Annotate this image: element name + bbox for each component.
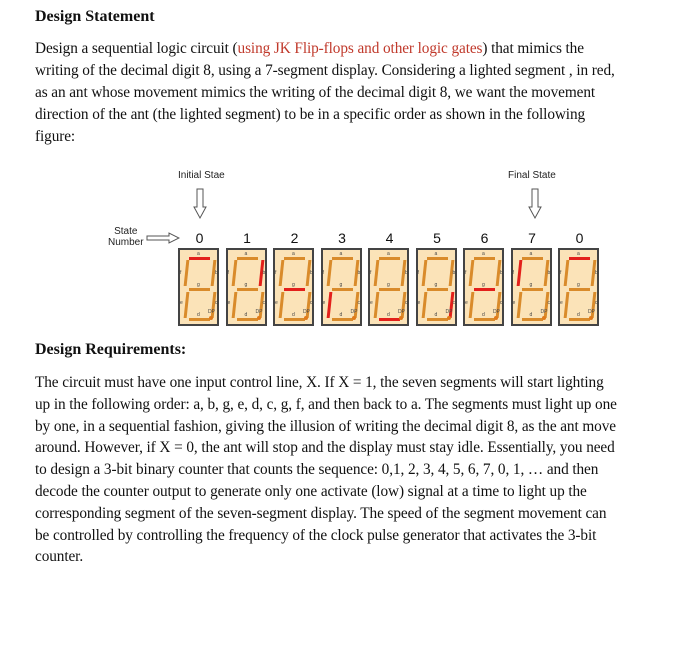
segment-label: f	[322, 270, 324, 276]
segment-label: a	[434, 251, 438, 257]
seven-segment-display	[416, 248, 457, 326]
highlighted-text: using JK Flip-flops and other logic gates	[237, 40, 483, 57]
segment-g	[474, 288, 495, 291]
segment-label: e	[465, 300, 468, 306]
seven-segment-display	[463, 248, 504, 326]
requirements-line: be controlled by controlling the frequency of the clock pulse generator that activates the 3-bit	[35, 526, 597, 544]
seven-segment-display	[511, 248, 552, 326]
text: writing of the decimal digit 8, using a 7-segment display. Considering a lighted segment , in red,	[35, 62, 615, 79]
segment-label: d	[482, 312, 485, 318]
seven-segment-display	[273, 248, 314, 326]
segment-label: f	[465, 270, 467, 276]
state-number: 1	[243, 230, 251, 246]
requirements-line: counter.	[35, 548, 84, 566]
segment-a	[379, 257, 400, 260]
dp-label: DP	[493, 309, 500, 315]
segment-a	[427, 257, 448, 260]
segment-label: d	[434, 312, 438, 318]
segment-e	[374, 292, 380, 318]
segment-label: g	[434, 282, 438, 288]
requirements-line: corresponding segment of the seven-segment display. The speed of the segment movement can	[35, 504, 607, 522]
segment-label: b	[262, 270, 266, 276]
segment-label: a	[577, 251, 580, 257]
segment-e	[516, 292, 522, 318]
segment-e	[421, 292, 427, 318]
segment-label: e	[275, 300, 278, 306]
segment-d	[284, 318, 305, 321]
segment-label: f	[560, 270, 562, 276]
seven-segment-display	[178, 248, 219, 326]
state-number: 0	[575, 230, 584, 246]
requirements-line: around. However, if X = 0, the ant will stop and the display must stay idle. Essentially, you need	[35, 439, 615, 457]
segment-label: f	[512, 270, 514, 276]
segment-a	[284, 257, 305, 260]
segment-label: g	[577, 282, 580, 288]
state-number: 7	[528, 230, 536, 246]
segment-g	[189, 288, 210, 291]
state-number: 3	[338, 230, 346, 246]
requirements-line: decode the counter output to generate only one activate (low) signal at a time to light up the	[35, 483, 587, 500]
initial-state-label: Initial Stae	[178, 170, 225, 181]
segment-f	[326, 260, 332, 286]
dp-label: DP	[303, 309, 310, 315]
segment-d	[379, 318, 400, 321]
down-arrow-icon	[528, 188, 542, 220]
segment-e	[469, 292, 475, 318]
segment-e	[184, 292, 190, 318]
segment-label: d	[244, 312, 248, 318]
segment-label: g	[197, 282, 200, 288]
segment-label: c	[452, 300, 455, 306]
segment-e	[326, 292, 332, 318]
segment-label: g	[244, 282, 248, 288]
segment-f	[231, 260, 237, 286]
segment-label: a	[197, 251, 200, 257]
decimal-point	[542, 316, 546, 320]
segment-d	[474, 318, 495, 321]
segment-label: a	[482, 251, 485, 257]
seven-segment-display	[226, 248, 267, 326]
segment-label: c	[215, 300, 218, 306]
segment-a	[189, 257, 210, 260]
segment-d	[569, 318, 590, 321]
dp-label: DP	[540, 309, 548, 315]
segment-label: a	[529, 251, 533, 257]
segment-label: g	[339, 282, 343, 288]
segment-label: b	[547, 270, 551, 276]
dp-label: DP	[208, 309, 215, 315]
segment-label: c	[262, 300, 265, 306]
segment-g	[379, 288, 400, 291]
state-label-line: Number	[108, 237, 144, 248]
segment-label: c	[357, 300, 360, 306]
requirements-line: by one, in a sequential fashion, giving the illusion of writing the decimal digit 8, as the ant move	[35, 417, 616, 435]
segment-f	[279, 260, 285, 286]
seven-segment-display	[368, 248, 409, 326]
dp-label: DP	[588, 309, 595, 315]
decimal-point	[209, 316, 213, 320]
segment-label: f	[370, 270, 372, 276]
segment-label: a	[244, 251, 248, 257]
segment-label: g	[482, 282, 485, 288]
seven-segment-display	[558, 248, 599, 326]
text: ) that mimics the	[482, 40, 584, 57]
segment-f	[469, 260, 475, 286]
segment-label: c	[310, 300, 313, 306]
segment-a	[237, 257, 258, 260]
segment-label: b	[595, 270, 598, 276]
segment-g	[522, 288, 543, 291]
segment-label: b	[357, 270, 361, 276]
segment-e	[564, 292, 570, 318]
segment-label: a	[292, 251, 295, 257]
dp-label: DP	[350, 309, 358, 315]
segment-d	[427, 318, 448, 321]
text: Design a sequential logic circuit (	[35, 40, 238, 57]
segment-label: e	[180, 300, 183, 306]
segment-label: b	[405, 270, 408, 276]
text: figure:	[35, 128, 76, 145]
segment-a	[522, 257, 543, 260]
segment-label: a	[339, 251, 343, 257]
requirements-title: Design Requirements:	[35, 341, 187, 358]
segment-label: b	[310, 270, 313, 276]
dp-label: DP	[398, 309, 405, 315]
segment-label: d	[292, 312, 295, 318]
state-number: 0	[195, 230, 204, 246]
segment-f	[374, 260, 380, 286]
statement-line	[35, 40, 584, 58]
right-arrow-icon	[146, 232, 180, 244]
decimal-point	[494, 316, 498, 320]
segment-e	[279, 292, 285, 318]
segment-d	[189, 318, 210, 321]
segment-label: e	[227, 300, 231, 306]
segment-label: c	[595, 300, 598, 306]
statement-line	[35, 128, 75, 146]
statement-line	[35, 62, 615, 80]
text: as an ant whose movement mimics the writing of the decimal digit 8, we want the movement	[35, 84, 596, 101]
segment-a	[332, 257, 353, 260]
text: direction of the ant (the lighted segment) to be in a specific order as shown in the following	[35, 106, 586, 123]
state-number: 2	[290, 230, 299, 246]
state-number: 5	[433, 230, 441, 246]
segment-f	[516, 260, 522, 286]
state-number: 4	[385, 230, 394, 246]
decimal-point	[352, 316, 356, 320]
segment-label: e	[370, 300, 373, 306]
segment-g	[427, 288, 448, 291]
page-title: Design Statement	[35, 8, 155, 25]
requirements-line: up in the following order: a, b, g, e, d, c, g, f, and then back to a. The segments must light up one	[35, 395, 617, 413]
segment-label: c	[547, 300, 550, 306]
decimal-point	[589, 316, 593, 320]
segment-a	[569, 257, 590, 260]
segment-label: c	[500, 300, 503, 306]
requirements-line: to design a 3-bit binary counter that counts the sequence: 0,1, 2, 3, 4, 5, 6, 7, 0, 1, … and then	[35, 461, 599, 479]
segment-d	[522, 318, 543, 321]
segment-g	[284, 288, 305, 291]
segment-e	[231, 292, 237, 318]
segment-label: d	[577, 312, 580, 318]
segment-g	[332, 288, 353, 291]
segment-label: g	[529, 282, 533, 288]
segment-f	[564, 260, 570, 286]
segment-label: f	[180, 270, 182, 276]
down-arrow-icon	[193, 188, 207, 220]
decimal-point	[257, 316, 261, 320]
segment-label: e	[417, 300, 421, 306]
decimal-point	[304, 316, 308, 320]
final-state-label: Final State	[508, 170, 556, 181]
segment-label: b	[215, 270, 218, 276]
segment-label: d	[197, 312, 200, 318]
segment-label: e	[512, 300, 516, 306]
segment-g	[569, 288, 590, 291]
segment-label: f	[227, 270, 229, 276]
segment-label: d	[339, 312, 343, 318]
segment-label: f	[275, 270, 277, 276]
state-label-line: State	[114, 226, 138, 237]
segment-label: e	[560, 300, 563, 306]
statement-line	[35, 84, 595, 102]
segment-label: c	[405, 300, 408, 306]
dp-label: DP	[255, 309, 263, 315]
segment-a	[474, 257, 495, 260]
segment-label: e	[322, 300, 326, 306]
requirements-line: The circuit must have one input control line, X. If X = 1, the seven segments will start lighting	[35, 374, 604, 391]
segment-d	[237, 318, 258, 321]
segment-label: d	[529, 312, 533, 318]
statement-line	[35, 106, 585, 124]
state-number-label	[108, 226, 144, 248]
segment-label: f	[417, 270, 419, 276]
segment-label: g	[292, 282, 295, 288]
segment-g	[237, 288, 258, 291]
segment-label: g	[387, 282, 390, 288]
state-number: 6	[480, 230, 489, 246]
decimal-point	[399, 316, 403, 320]
segment-f	[184, 260, 190, 286]
segment-label: b	[452, 270, 456, 276]
segment-d	[332, 318, 353, 321]
dp-label: DP	[445, 309, 453, 315]
segment-f	[421, 260, 427, 286]
segment-label: a	[387, 251, 390, 257]
decimal-point	[447, 316, 451, 320]
segment-label: d	[387, 312, 390, 318]
segment-label: b	[500, 270, 503, 276]
seven-segment-display	[321, 248, 362, 326]
